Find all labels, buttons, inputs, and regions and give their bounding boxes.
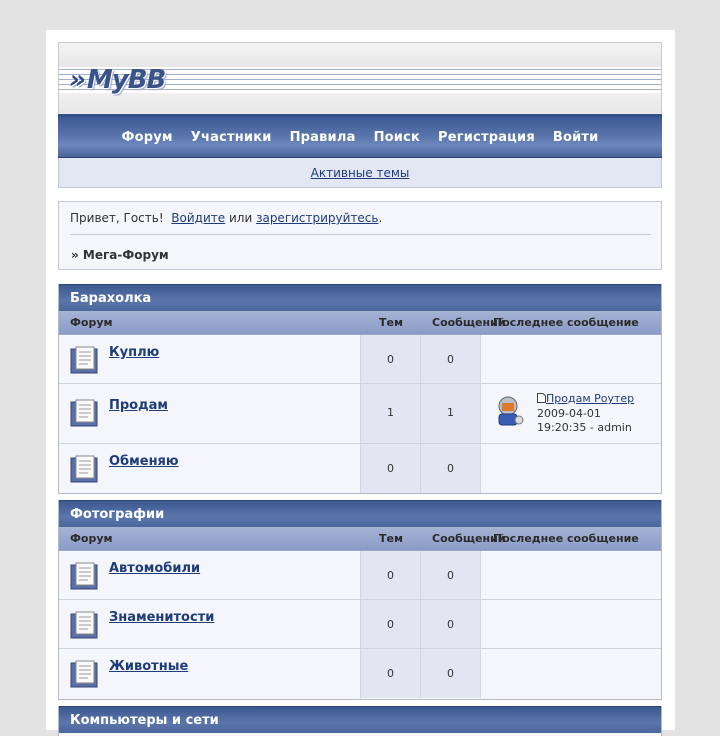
post-count: 0 [447,353,454,366]
thread-count: 0 [387,353,394,366]
last-post-cell [481,444,661,493]
last-post-meta [537,407,632,435]
last-post-cell [481,384,661,443]
login-link[interactable]: Войдите [171,211,226,225]
forum-link-exchange[interactable]: Обменяю [109,454,179,469]
post-count: 1 [447,406,454,419]
table-row [59,551,661,600]
forum-folder-icon [70,611,98,639]
main-menu [58,114,662,158]
col-forum: Форум [70,316,113,329]
col-last-post: Последнее сообщение [493,316,639,329]
column-header-row [59,311,661,335]
thread-count: 1 [387,406,394,419]
table-row [59,444,661,493]
post-count: 0 [447,618,454,631]
post-count: 0 [447,462,454,475]
last-post-cell [481,335,661,383]
category-table [58,500,662,700]
forum-link-sell[interactable]: Продам [109,398,169,413]
menu-item-register[interactable]: Регистрация [438,129,535,145]
divider [70,234,651,235]
logo-text: MyBB [86,65,166,95]
category-title[interactable]: Барахолка [59,284,661,311]
col-threads: Тем [379,532,403,545]
col-posts: Сообщений [432,532,506,545]
active-topics-link[interactable]: Активные темы [310,165,410,180]
table-row [59,600,661,649]
user-avatar-icon[interactable] [492,394,526,428]
category-title[interactable]: Фотографии [59,500,661,527]
forum-link-animals[interactable]: Животные [109,659,189,674]
table-row [59,649,661,698]
col-posts: Сообщений [432,316,506,329]
menu-item-forum[interactable]: Форум [121,129,173,145]
sub-navigation [58,158,662,188]
document-icon [537,393,546,403]
forum-folder-icon [70,455,98,483]
page-container [46,30,675,730]
col-forum: Форум [70,532,113,545]
last-post-link[interactable]: Продам Роутер [546,392,635,405]
or-text: или [228,211,253,225]
thread-count: 0 [387,569,394,582]
category-table [58,284,662,494]
col-threads: Тем [379,316,403,329]
category-title[interactable]: Компьютеры и сети [59,706,661,733]
last-post-date: 2009-04-01 [537,407,601,420]
thread-count: 0 [387,667,394,680]
col-last-post: Последнее сообщение [493,532,639,545]
menu-item-members[interactable]: Участники [190,129,272,145]
menu-item-search[interactable]: Поиск [373,129,421,145]
column-header-row [59,527,661,551]
table-row [59,335,661,384]
forum-link-celebrities[interactable]: Знаменитости [109,610,215,625]
greeting-text: Привет, Гость! [70,211,164,225]
mybb-logo[interactable] [69,63,165,97]
last-post-cell [481,649,661,698]
last-post-time-author: 19:20:35 - admin [537,421,632,434]
greeting-line [70,211,382,225]
period-text: . [378,211,383,225]
last-post-cell [481,600,661,648]
breadcrumb: » Мега-Форум [71,248,169,262]
forum-link-cars[interactable]: Автомобили [109,561,201,576]
thread-count: 0 [387,618,394,631]
forum-folder-icon [70,660,98,688]
forum-link-buy[interactable]: Куплю [109,345,160,360]
menu-item-login[interactable]: Войти [552,129,599,145]
post-count: 0 [447,667,454,680]
post-count: 0 [447,569,454,582]
last-post-cell [481,551,661,599]
thread-count: 0 [387,462,394,475]
register-link[interactable]: зарегистрируйтесь [256,211,379,225]
forum-folder-icon [70,562,98,590]
last-post-title [537,392,634,405]
logo-chevron-icon: » [69,65,85,95]
welcome-panel [58,201,662,270]
table-row [59,384,661,444]
site-header [58,42,662,114]
category-table [58,706,662,736]
forum-folder-icon [70,346,98,374]
forum-folder-icon [70,399,98,427]
menu-item-rules[interactable]: Правила [289,129,356,145]
